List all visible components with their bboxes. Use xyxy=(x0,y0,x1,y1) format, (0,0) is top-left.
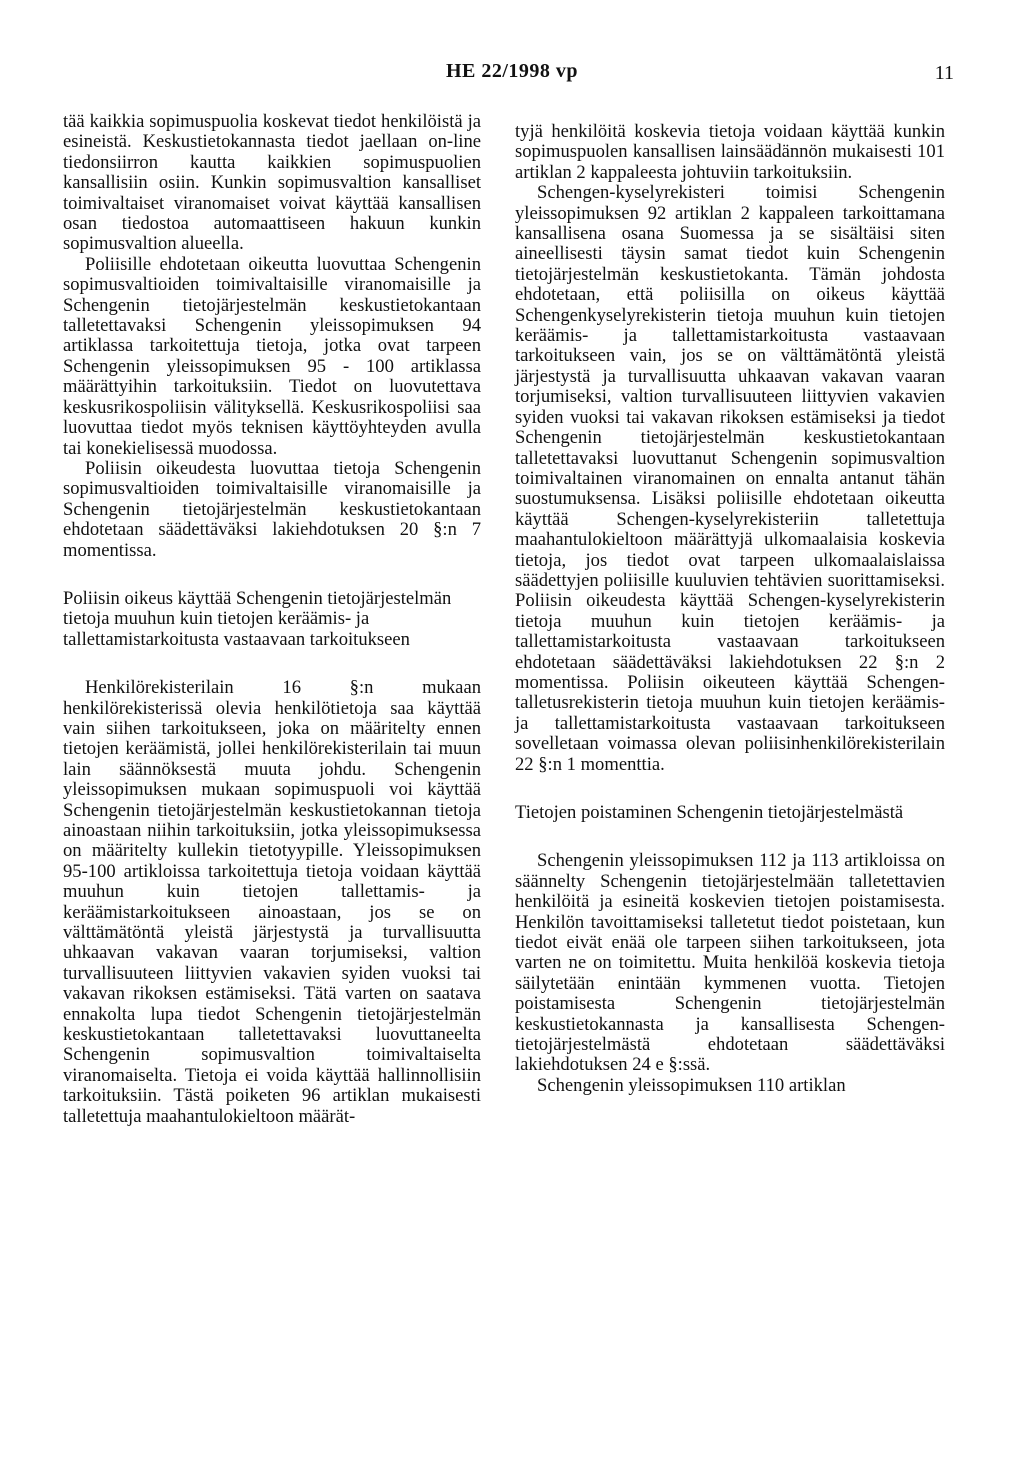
paragraph: Schengenin yleissopimuksen 110 artiklan xyxy=(537,1074,846,1096)
paragraph: Henkilörekisterilain 16 §:n mukaan henkilörekisterissä olevia henkilötietoja saa käyttää vain siihen tarkoitukseen, joka on määritelty ennen tietojen keräämistä, jollei henkilörekisterilain tai muun lain säännöksestä muuta johdu. Schengenin yleissopimuksen mukaan sopimuspuoli voi käyttää Schengenin tietojärjestelmän keskustietokannan tietoja ainoastaan niihin tarkoituksiin, jotka yleissopimuksessa on määritelty kullekin tietotyypille. Yleissopimuksen 95-100 artikloissa tarkoitettuja tietoja voidaan käyttää muuhun kuin tietojen tallettamis- ja keräämistarkoitukseen ainoastaan, jos se on välttämätöntä yleistä järjestystä ja turvallisuutta uhkaavan vakavan vaaran torjumiseksi, valtion turvallisuuteen liittyvien vakavien syiden vuoksi tai vakavan rikoksen estämiseksi. Tätä varten on saatava ennakolta lupa tiedot Schengenin tietojärjestelmän keskustietokantaan talletettavaksi luovuttaneelta Schengenin sopimusvaltion toimivaltaiselta viranomaiselta. Tietoja ei voida käyttää hallinnollisiin tarkoituksiin. Tästä poiketen 96 artiklan mukaisesti talletettuja maahantulokieltoon määrät- xyxy=(63,677,481,1127)
section-heading: Poliisin oikeus käyttää Schengenin tietojärjestelmän tietoja muuhun kuin tietojen keräämis- ja tallettamistarkoitusta vastaavaan tarkoitukseen xyxy=(63,587,452,650)
paragraph: tää kaikkia sopimuspuolia koskevat tiedot henkilöistä ja esineistä. Keskustietokannasta tiedot jaellaan on-line tiedonsiirron kautta kaikkien sopimuspuolien kansallisiin osiin. Kunkin sopimusvaltion kansalliset toimivaltaiset viranomaiset voivat käyttää kansallisen osan tiedostoa automaattiseen hakuun kunkin sopimusvaltion alueella. xyxy=(63,111,481,255)
left-column xyxy=(63,112,481,1127)
section-heading: Tietojen poistaminen Schengenin tietojärjestelmästä xyxy=(515,802,904,823)
paragraph: Poliisille ehdotetaan oikeutta luovuttaa Schengenin sopimusvaltioiden toimivaltaisille viranomaisille ja Schengenin tietojärjestelmän keskustietokantaan talletettavaksi Schengenin yleissopimuksen 94 artiklassa tarkoitettuja tietoja, jotka ovat tarpeen Schengenin yleissopimuksen 95 - 100 artiklassa määrättyihin tarkoituksiin. Tiedot on luovutettava keskusrikospoliisin välityksellä. Keskusrikospoliisi saa luovuttaa tiedot myös teknisen käyttöyhteyden avulla tai konekielisessä muodossa. xyxy=(63,253,481,459)
paragraph: Schengen-kyselyrekisteri toimisi Schengenin yleissopimuksen 92 artiklan 2 kappaleen tarkoittamana kansallisena osana Suomessa ja se sisältäisi siten aineellisesti täysin samat tiedot kuin Schengenin tietojärjestelmän keskustietokanta. Tämän johdosta ehdotetaan, että poliisilla on oikeus käyttää Schengenkyselyrekisterin tietoja muuhun kuin tietojen keräämis- ja tallettamistarkoitusta vastaavaan tarkoitukseen vain, jos se on välttämätöntä yleistä järjestystä ja turvallisuutta uhkaavan vakavan vaaran torjumiseksi, valtion turvallisuuteen liittyvien vakavien syiden vuoksi tai vakavan rikoksen estämiseksi ja tiedot Schengenin tietojärjestelmän keskustietokantaan talletettavaksi luovuttanut Schengenin sopimusvaltion toimivaltainen viranomainen on ennalta antanut tähän suostumuksensa. Lisäksi poliisille ehdotetaan oikeutta käyttää Schengen-kyselyrekisteriin talletettuja maahantulokieltoon määrättyjä ulkomaalaisia koskevia tietoja, jos tiedot ovat tarpeen ulkomaalaislaissa säädettyjen poliisille kuuluvien tehtävien suorittamiseksi. Poliisin oikeudesta käyttää Schengen-kyselyrekisterin tietoja muuhun kuin tietojen keräämis- ja tallettamistarkoitusta vastaavaan tarkoitukseen ehdotetaan säädettäväksi lakiehdotuksen 22 §:n 2 momentissa. Poliisin oikeuteen käyttää Schengen-talletusrekisterin tietoja muuhun kuin tietojen keräämis- ja tallettamistarkoitusta vastaavaan tarkoitukseen sovelletaan voimassa olevan poliisinhenkilörekisterilain 22 §:n 1 momenttia. xyxy=(515,182,945,775)
paragraph: Poliisin oikeudesta luovuttaa tietoja Schengenin sopimusvaltioiden toimivaltaisille viranomaisille ja Schengenin tietojärjestelmän keskustietokantaan ehdotetaan säädettäväksi lakiehdotuksen 20 §:n 7 momentissa. xyxy=(63,457,481,561)
right-column xyxy=(515,122,945,1096)
paragraph: tyjä henkilöitä koskevia tietoja voidaan käyttää kunkin sopimuspuolen kansallisen lainsäädännön mukaisesti 101 artiklan 2 kappaleesta johtuviin tarkoituksiin. xyxy=(515,121,945,183)
page-header xyxy=(0,60,1024,90)
document-id: HE 22/1998 vp xyxy=(445,60,579,82)
page-number: 11 xyxy=(934,62,954,84)
paragraph: Schengenin yleissopimuksen 112 ja 113 artikloissa on säännelty Schengenin tietojärjestelmään talletettavien henkilöitä ja esineitä koskevien tietojen poistamisesta. Henkilön tavoittamiseksi talletetut tiedot poistetaan, kun tiedot eivät enää ole tarpeen siihen tarkoitukseen, jota varten ne on toimitettu. Muita henkilöä koskevia tietoja säilytetään enintään kymmenen vuotta. Tietojen poistamisesta Schengenin tietojärjestelmän keskustietokannasta ja kansallisesta Schengen-tietojärjestelmästä ehdotetaan säädettäväksi lakiehdotuksen 24 e §:ssä. xyxy=(515,850,945,1076)
